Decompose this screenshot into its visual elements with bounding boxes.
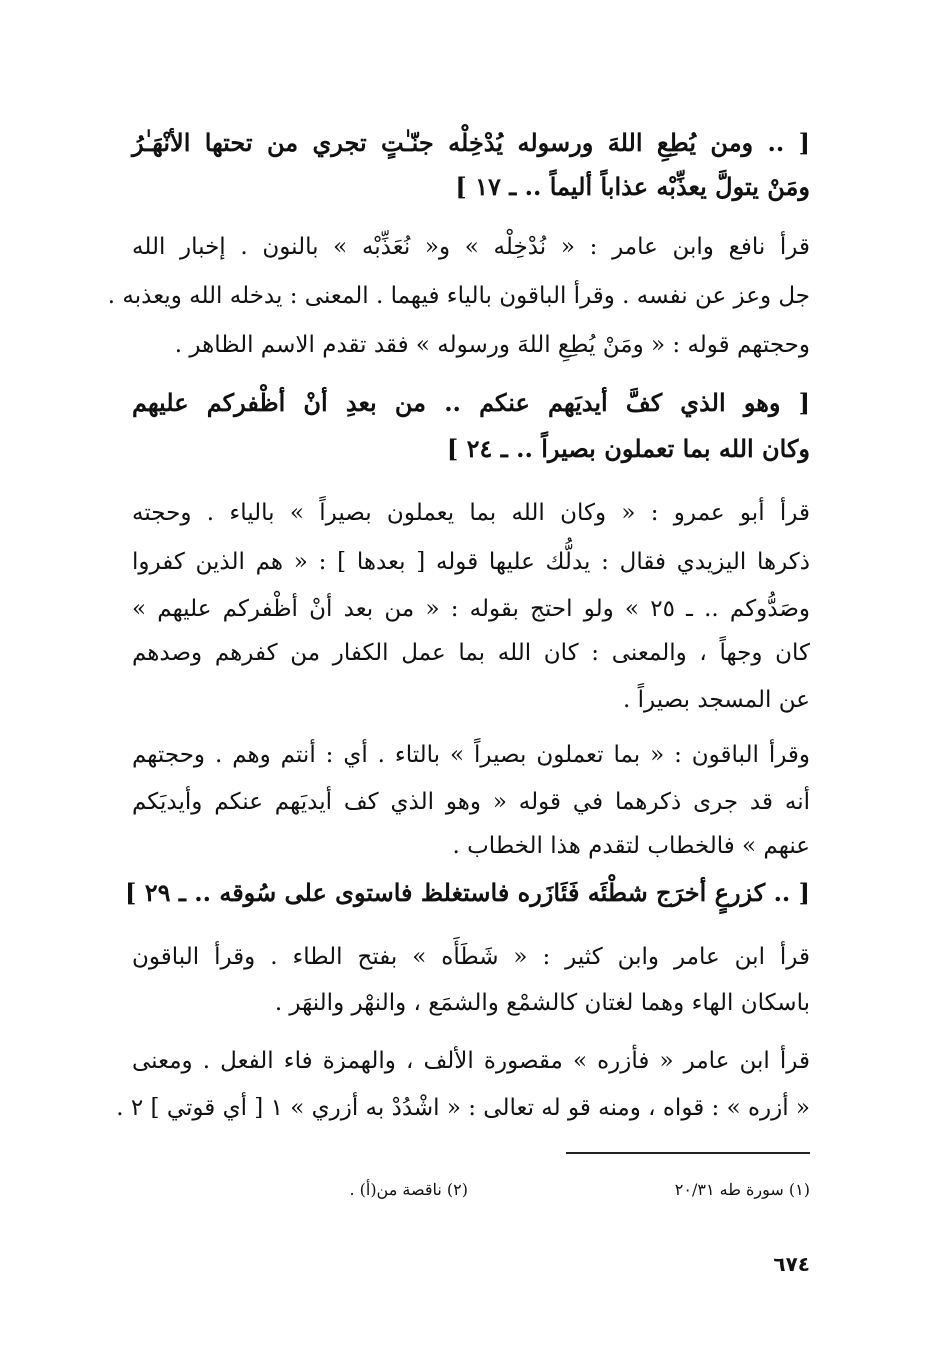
text-line-l14: أنه قد جرى ذكرهما في قوله « وهو الذي كف أيديَهم عنكم وأيديَكم xyxy=(132,789,810,815)
text-line-l6: [ وهو الذي كفَّ أيديَهم عنكم .. من بعدِ أنْ أظْفركم عليهم xyxy=(132,388,810,417)
text-line-l9: ذكرها اليزيدي فقال : يدلُّك عليها قوله [ بعدها ] : « هم الذين كفروا xyxy=(132,549,810,575)
text-line-l3: قرأ نافع وابن عامر : « نُدْخِلْه » و« نُعَذِّبْه » بالنون . إخبار الله xyxy=(132,234,810,260)
text-line-l11: كان وجهاً ، والمعنى : كان الله بما عمل الكفار من كفرهم وصدهم xyxy=(132,640,810,666)
text-line-l13: وقرأ الباقون : « بما تعملون بصيراً » بالتاء . أي : أنتم وهم . وحجتهم xyxy=(132,742,810,768)
text-line-l10: وصَدُّوكم .. ـ ٢٥ » ولو احتج بقوله : « من بعد أنْ أظْفركم عليهم » xyxy=(132,596,810,622)
text-line-l12: عن المسجد بصيراً . xyxy=(623,687,810,713)
footnote-divider xyxy=(566,1152,810,1154)
text-line-l18: باسكان الهاء وهما لغتان كالشمْع والشمَع ، والنهْر والنهَر . xyxy=(274,990,810,1016)
text-line-l15: عنهم » فالخطاب لتقدم هذا الخطاب . xyxy=(452,833,810,859)
text-line-l8: قرأ أبو عمرو : « وكان الله بما يعملون بصيراً » بالياء . وحجته xyxy=(132,500,810,526)
text-line-l20: « أزره » : قواه ، ومنه قو له تعالى : « اشْدُدْ به أزري » ١ [ أي قوتي ] ٢ . xyxy=(116,1095,810,1121)
text-line-l19: قرأ ابن عامر « فأزره » مقصورة الألف ، والهمزة فاء الفعل . ومعنى xyxy=(132,1048,810,1074)
footnote-1: (١) سورة طه ٢٠/٣١ xyxy=(674,1180,810,1199)
footnote-2: (٢) ناقصة من(أ) . xyxy=(349,1180,468,1199)
text-line-l16: [ .. كزرعٍ أخرَج شطْئَه فَئَازَره فاستغلظ فاستوى على سُوقه .. ـ ٢٩ ] xyxy=(125,878,810,907)
text-line-l4: جل وعز عن نفسه . وقرأ الباقون بالياء فيهما . المعنى : يدخله الله ويعذبه . xyxy=(107,283,810,309)
text-line-l2: ومَنْ يتولَّ يعذِّبْه عذاباً أليماً .. ـ ١٧ ] xyxy=(455,172,810,201)
text-line-l5: وحجتهم قوله : « ومَنْ يُطِعِ اللهَ ورسوله » فقد تقدم الاسم الظاهر . xyxy=(174,332,810,358)
text-line-l1: [ .. ومن يُطِعِ اللهَ ورسوله يُدْخِلْه جنّـٰتٍ تجري من تحتها الأنْهَـٰرُ xyxy=(132,128,810,157)
page-number: ٦٧٤ xyxy=(773,1252,810,1276)
text-line-l17: قرأ ابن عامر وابن كثير : « شَطَأَه » بفتح الطاء . وقرأ الباقون xyxy=(132,944,810,970)
text-line-l7: وكان الله بما تعملون بصيراً .. ـ ٢٤ ] xyxy=(446,434,810,463)
